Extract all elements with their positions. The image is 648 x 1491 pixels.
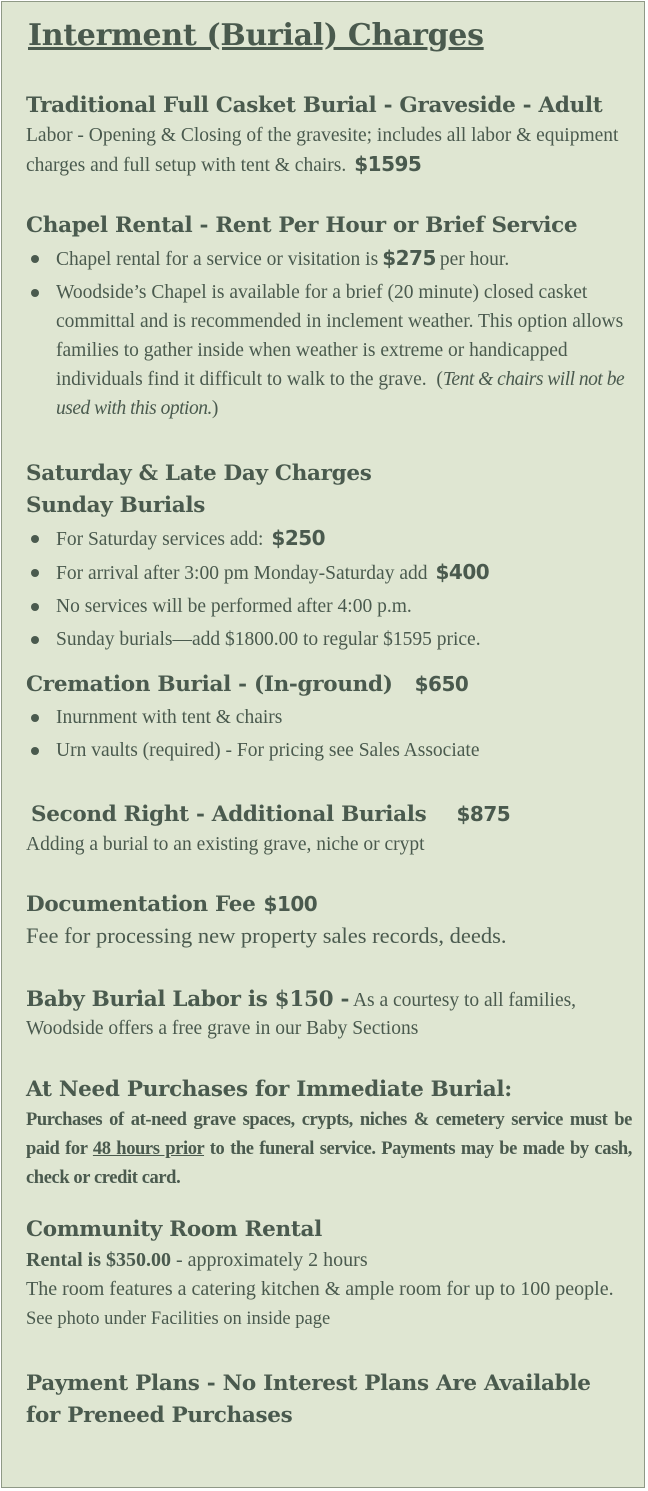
traditional-description: Labor - Opening & Closing of the gravesite; includes all labor & equipment charges and full setup with tent & chairs. $1595 — [26, 125, 619, 176]
sunday-heading: Sunday Burials — [26, 493, 206, 518]
list-item: Inurnment with tent & chairs — [26, 703, 626, 732]
chapel-list — [26, 244, 626, 423]
baby-heading: Baby Burial Labor is $150 - — [26, 987, 350, 1012]
page-title: Interment (Burial) Charges — [28, 18, 484, 53]
traditional-burial-section — [26, 90, 626, 180]
at-need-text: Purchases of at-need grave spaces, crypts, niches & cemetery service must be paid for 48 hours prior to the funeral service. Payments may be made by cash, check or credit card. — [26, 1110, 632, 1188]
chapel-section — [26, 210, 626, 427]
second-right-heading: Second Right - Additional Burials $875 — [31, 802, 511, 827]
list-item: For arrival after 3:00 pm Monday-Saturday add $400 — [26, 558, 626, 588]
at-need-heading: At Need Purchases for Immediate Burial: — [26, 1077, 512, 1102]
second-right-description: Adding a burial to an existing grave, niche or crypt — [26, 834, 425, 855]
baby-text: Baby Burial Labor is $150 - As a courtesy to all families, Woodside offers a free grave in our Baby Sections — [26, 987, 577, 1039]
payment-heading-line1: Payment Plans - No Interest Plans Are Available — [26, 1371, 591, 1396]
saturday-list — [26, 524, 626, 654]
list-item: Urn vaults (required) - For pricing see Sales Associate — [26, 736, 626, 765]
community-rental: Rental is $350.00 — [26, 1249, 171, 1271]
payment-heading-line2: for Preneed Purchases — [26, 1403, 293, 1428]
traditional-heading: Traditional Full Casket Burial - Graveside - Adult — [26, 93, 603, 118]
list-item: For Saturday services add: $250 — [26, 524, 626, 554]
community-room-section — [26, 1214, 626, 1334]
second-right-section — [26, 798, 631, 859]
at-need-emphasis: 48 hours prior — [92, 1139, 205, 1159]
traditional-price: $1595 — [354, 152, 422, 176]
documentation-heading: Documentation Fee $100 — [26, 892, 318, 917]
saturday-section — [26, 458, 626, 658]
saturday-heading: Saturday & Late Day Charges — [26, 461, 372, 486]
saturday-price: $250 — [271, 526, 326, 550]
documentation-price: $100 — [263, 892, 318, 916]
community-text: Rental is $350.00 - approximately 2 hours The room features a catering kitchen & ample room for up to 100 people. See photo under Facilities on inside page — [26, 1249, 614, 1329]
cremation-list — [26, 703, 626, 765]
price-list-panel — [1, 1, 645, 1488]
documentation-section — [26, 888, 626, 951]
documentation-description: Fee for processing new property sales records, deeds. — [26, 923, 507, 948]
cremation-heading: Cremation Burial - (In-ground) $650 — [26, 672, 469, 697]
late-day-price: $400 — [435, 560, 490, 584]
list-item: Sunday burials—add $1800.00 to regular $1595 price. — [26, 625, 626, 654]
chapel-price: $275 — [382, 246, 436, 270]
cremation-section — [26, 668, 626, 769]
cremation-price: $650 — [414, 672, 469, 696]
chapel-note: Tent & chairs will not be used with this option. — [56, 369, 625, 419]
list-item: No services will be performed after 4:00 p.m. — [26, 592, 626, 621]
at-need-section — [26, 1074, 632, 1193]
payment-plans-section — [26, 1368, 626, 1432]
baby-burial-section — [26, 986, 626, 1043]
second-right-price: $875 — [456, 802, 511, 826]
list-item: Woodside’s Chapel is available for a brief (20 minute) closed casket committal and is recommended in inclement weather. This option allows families to gather inside when weather is extreme or handicapped individuals find it difficult to walk to the grave. (Tent & chairs will not be used with this option.) — [26, 278, 626, 423]
list-item: Chapel rental for a service or visitation is $275 per hour. — [26, 244, 626, 274]
chapel-heading: Chapel Rental - Rent Per Hour or Brief Service — [26, 213, 578, 238]
community-heading: Community Room Rental — [26, 1217, 322, 1242]
